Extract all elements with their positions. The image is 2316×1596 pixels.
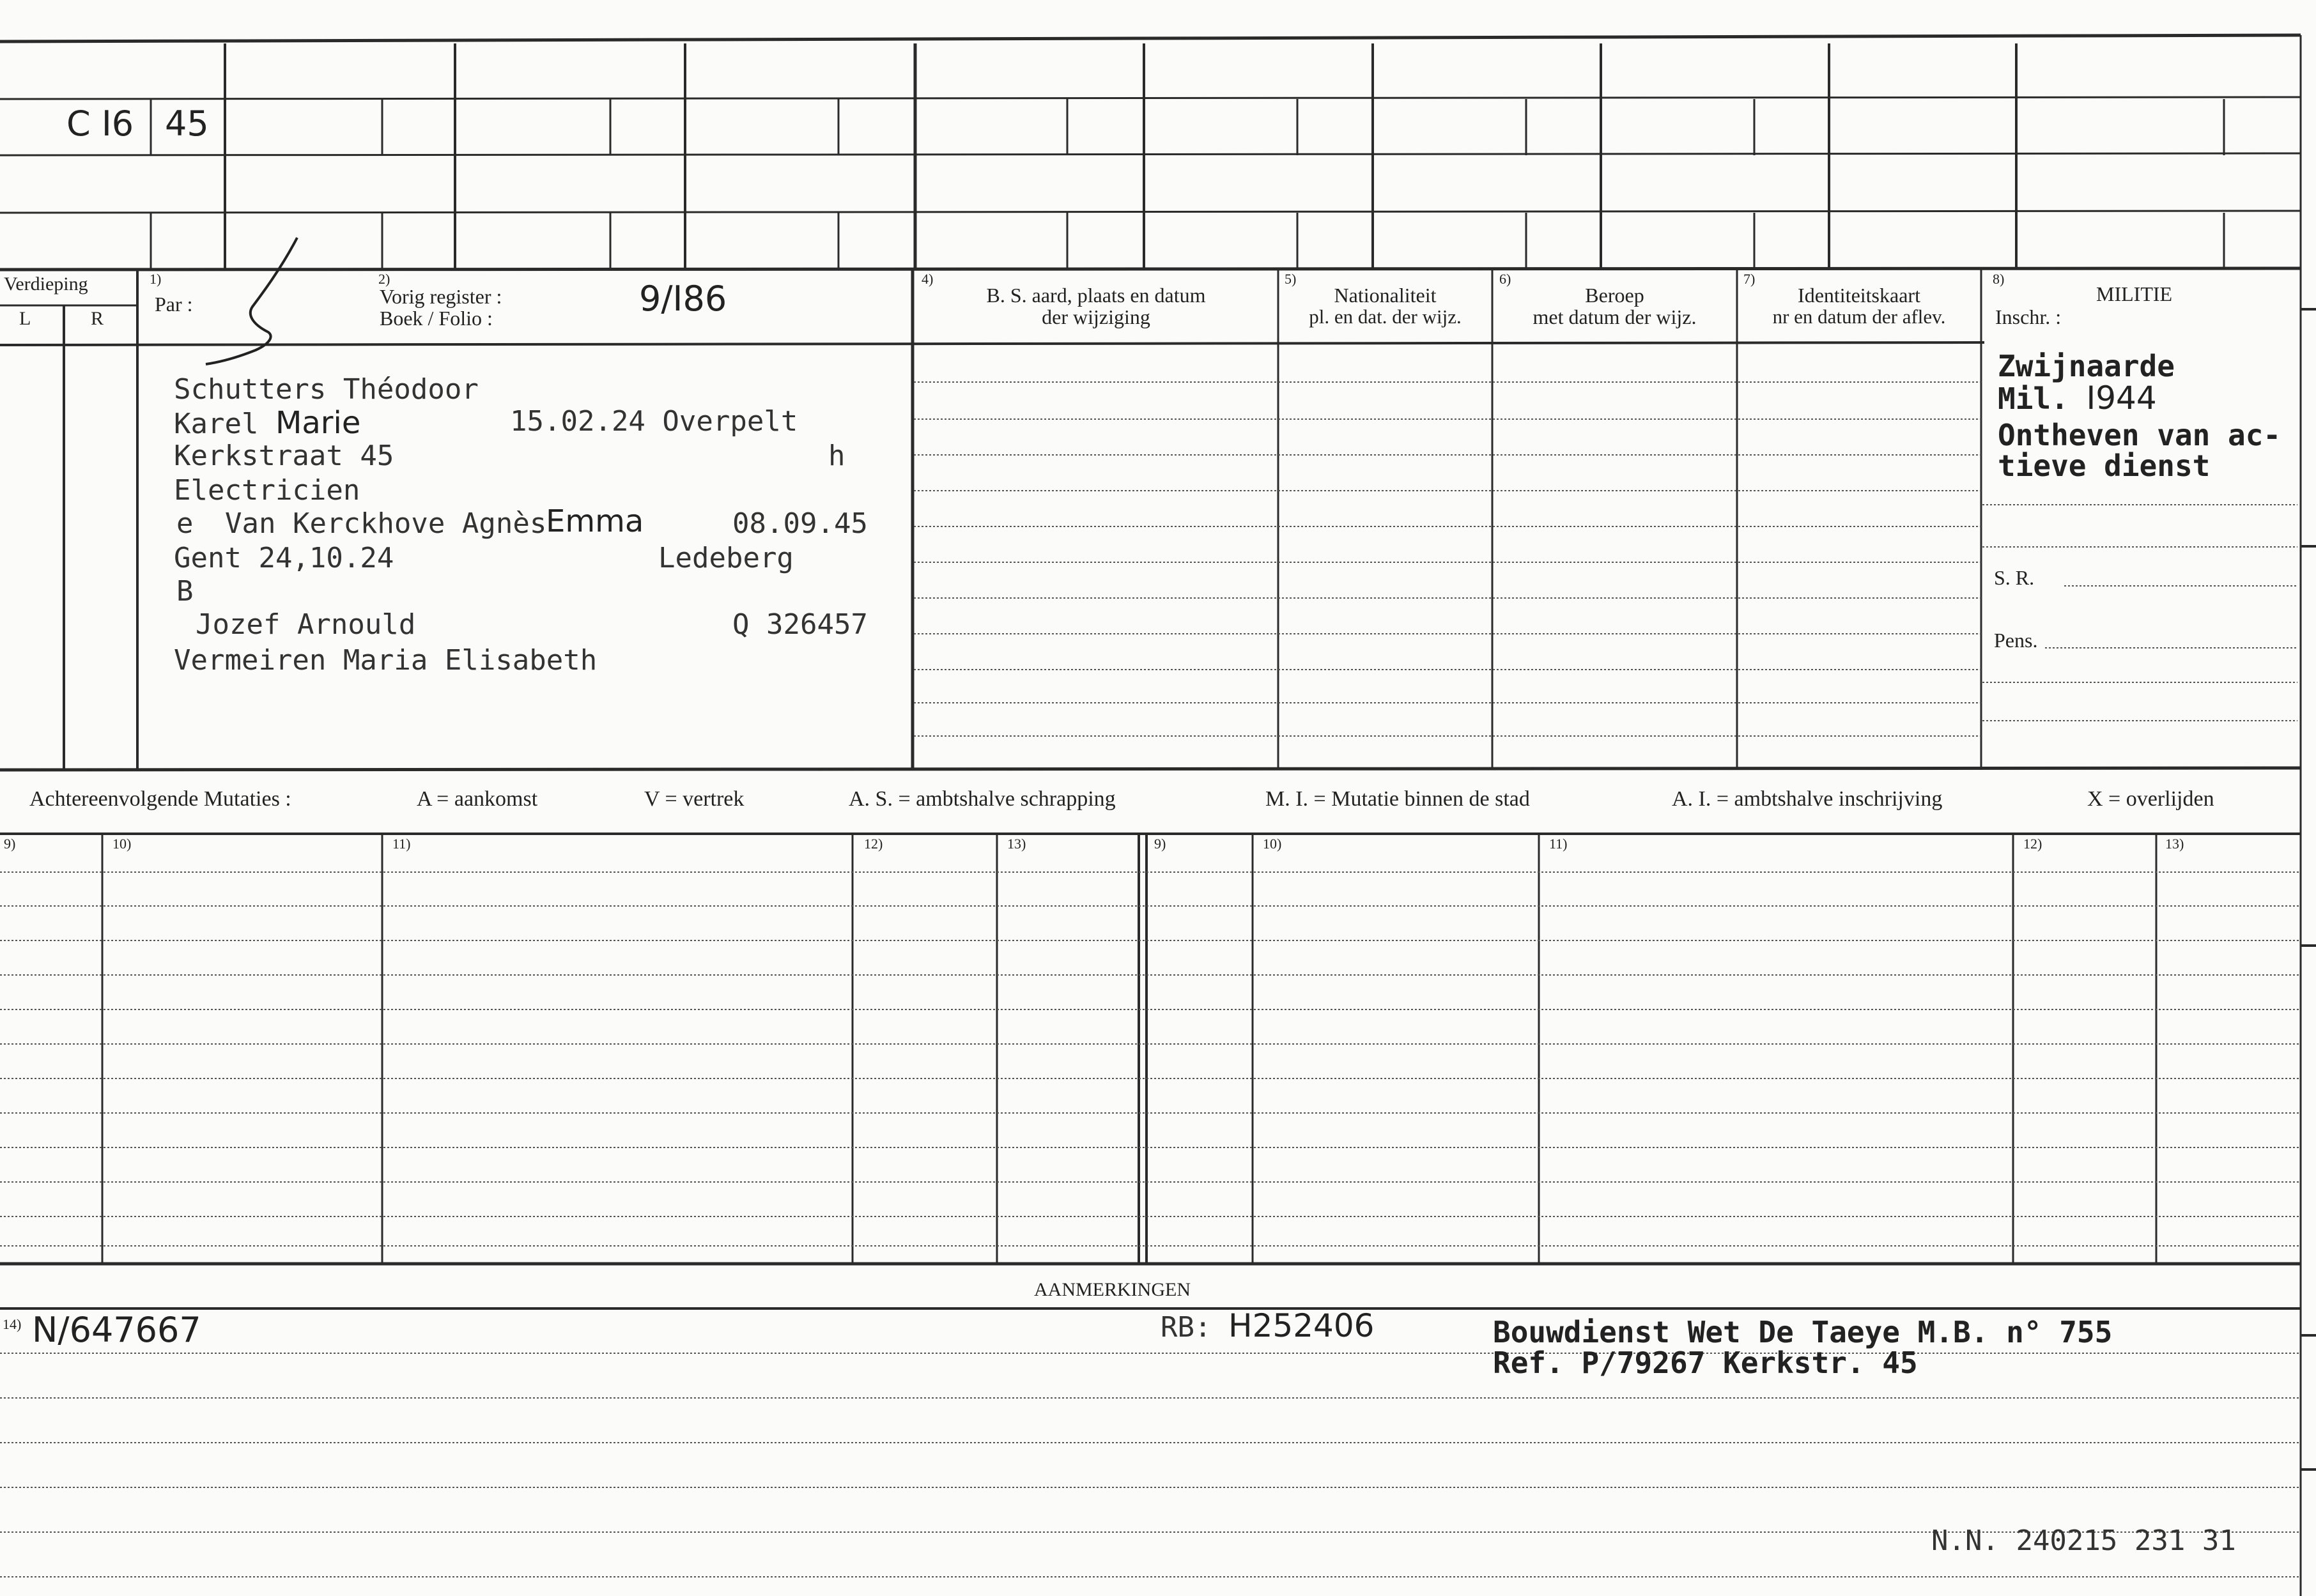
n-number: N/647667 <box>32 1310 201 1350</box>
vorig-register-value: 9/I86 <box>639 279 727 319</box>
person-b: B <box>176 575 194 608</box>
verdieping-label: Verdieping <box>4 273 88 295</box>
person-surname: Schutters Théodoor <box>174 373 479 406</box>
mutatie-col-number: 11) <box>392 836 411 852</box>
mutatie-col-number: 10) <box>112 836 132 852</box>
boek-folio-label: Boek / Folio : <box>380 307 493 330</box>
mutatie-col-number: 11) <box>1549 836 1568 852</box>
vorig-register-label: Vorig register : <box>380 285 502 308</box>
mutatie-col-number: 9) <box>4 836 16 852</box>
marriage-date: 08.09.45 <box>732 507 868 540</box>
militie-status-line1: Ontheven van ac- <box>1998 418 2281 452</box>
spouse-name2: Emma <box>546 503 644 539</box>
mutatie-col-number: 12) <box>864 836 883 852</box>
father-code: Q 326457 <box>732 608 868 641</box>
identiteitskaart-subheader: nr en datum der aflev. <box>1772 305 1946 328</box>
mutatie-v: V = vertrek <box>644 787 745 811</box>
nationaliteit-subheader: pl. en dat. der wijz. <box>1309 305 1462 328</box>
mutatie-col-number: 10) <box>1263 836 1282 852</box>
person-firstnames: Karel Marie <box>174 405 361 441</box>
beroep-header: Beroep <box>1585 284 1644 307</box>
mutatie-ai: A. I. = ambtshalve inschrijving <box>1672 787 1943 811</box>
col5-number: 5) <box>1285 271 1297 287</box>
person-profession: Electricien <box>174 474 360 507</box>
father-name: Jozef Arnould <box>196 608 416 641</box>
col2-number: 2) <box>378 271 390 287</box>
aanmerkingen-number: 14) <box>3 1316 22 1332</box>
r-label: R <box>91 308 104 329</box>
mutaties-title: Achtereenvolgende Mutaties : <box>29 787 291 811</box>
mutatie-a: A = aankomst <box>417 787 538 811</box>
spouse-birth: Gent 24,10.24 <box>174 542 394 574</box>
nn-number: N.N. 240215 231 31 <box>1931 1524 2236 1557</box>
record-number: 45 <box>165 104 209 144</box>
col1-number: 1) <box>150 271 162 287</box>
col8-number: 8) <box>1993 271 2005 287</box>
person-h: h <box>828 440 845 472</box>
militie-status-line2: tieve dienst <box>1998 449 2211 483</box>
bs-header-line1: B. S. aard, plaats en datum <box>986 284 1206 307</box>
mutatie-col-number: 9) <box>1154 836 1166 852</box>
mutatie-col-number: 13) <box>2165 836 2184 852</box>
bs-header-line2: der wijziging <box>1042 305 1150 328</box>
mutatie-col-number: 13) <box>1007 836 1026 852</box>
identiteitskaart-header: Identiteitskaart <box>1798 284 1920 307</box>
col6-number: 6) <box>1499 271 1511 287</box>
beroep-subheader: met datum der wijz. <box>1532 305 1697 328</box>
pens-label: Pens. <box>1994 629 2038 652</box>
militie-header: MILITIE <box>2096 282 2173 305</box>
mutatie-col-number: 12) <box>2023 836 2042 852</box>
person-birth: 15.02.24 Overpelt <box>510 405 798 438</box>
sr-label: S. R. <box>1994 566 2035 589</box>
mother-name: Vermeiren Maria Elisabeth <box>174 644 598 677</box>
nationaliteit-header: Nationaliteit <box>1334 284 1437 307</box>
person-address: Kerkstraat 45 <box>174 440 394 472</box>
mutatie-x: X = overlijden <box>2087 787 2214 811</box>
militie-place: Zwijnaarde <box>1998 349 2175 383</box>
remark-line1: Bouwdienst Wet De Taeye M.B. n° 755 <box>1493 1315 2113 1349</box>
mutatie-as: A. S. = ambtshalve schrapping <box>849 787 1116 811</box>
mutatie-mi: M. I. = Mutatie binnen de stad <box>1265 787 1530 811</box>
remark-line2: Ref. P/79267 Kerkstr. 45 <box>1493 1346 1918 1380</box>
militie-year: Mil. I944 <box>1998 380 2157 417</box>
col7-number: 7) <box>1743 271 1756 287</box>
par-label: Par : <box>155 293 193 316</box>
col4-number: 4) <box>922 271 934 287</box>
inschr-label: Inschr. : <box>1995 305 2062 328</box>
spouse-name: Van Kerckhove Agnès <box>225 507 547 540</box>
spouse-prefix: e <box>176 507 194 540</box>
rb-value: RB: H252406 <box>1161 1307 1375 1344</box>
l-label: L <box>19 308 31 329</box>
spouse-birthplace: Ledeberg <box>658 542 794 574</box>
aanmerkingen-title: AANMERKINGEN <box>1034 1279 1191 1300</box>
record-code: C I6 <box>66 104 134 144</box>
